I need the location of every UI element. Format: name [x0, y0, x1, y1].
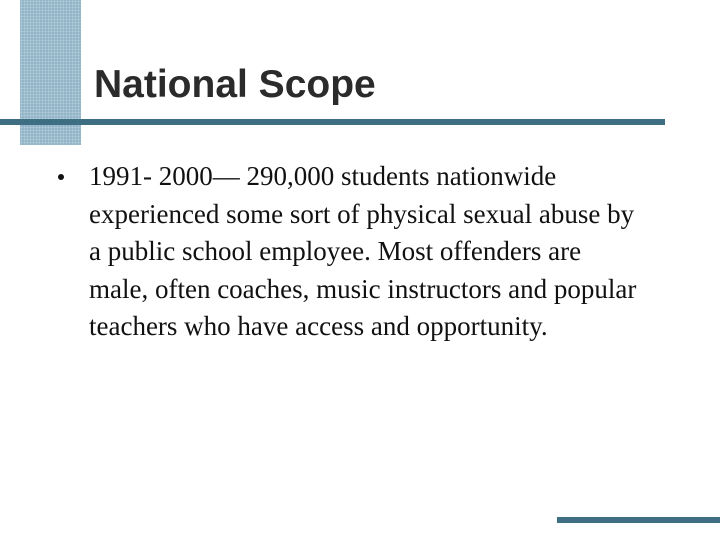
- slide-title: National Scope: [94, 63, 376, 106]
- bullet-item: [44, 158, 644, 346]
- title-divider-rule: [0, 119, 665, 125]
- bullet-dot-icon: [58, 174, 64, 180]
- footer-rule: [557, 517, 720, 523]
- bullet-list: [44, 158, 644, 346]
- bullet-text: 1991- 2000— 290,000 students nationwide experienced some sort of physical sexual abuse by a public school employee. Most offenders are male, often coaches, music instructors and popular teachers who have access and opportunity.: [89, 161, 637, 341]
